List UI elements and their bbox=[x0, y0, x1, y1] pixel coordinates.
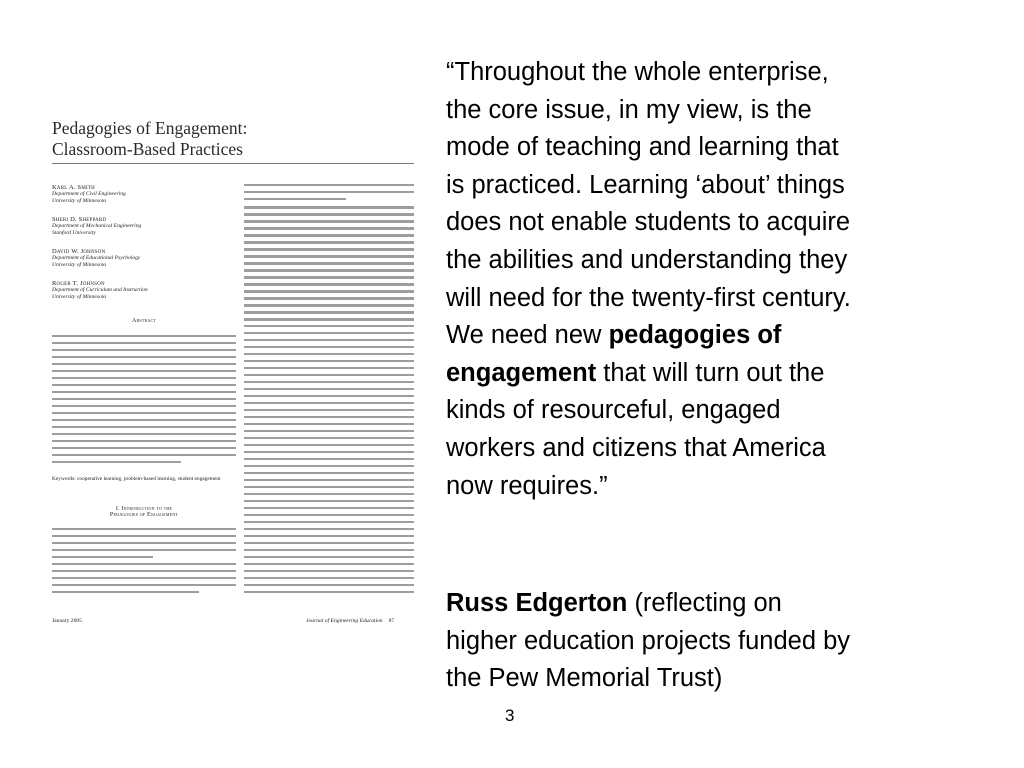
paper-title bbox=[52, 118, 382, 160]
section-heading-line-1: I. Introduction to the bbox=[115, 506, 173, 512]
author-block bbox=[52, 248, 242, 269]
author-univ: Stanford University bbox=[52, 230, 96, 236]
author-dept: Department of Educational Psychology bbox=[52, 255, 141, 261]
paper-page-image bbox=[30, 108, 428, 628]
quote-line: workers and citizens that America bbox=[446, 433, 826, 462]
quote-line: the core issue, in my view, is the bbox=[446, 95, 812, 124]
quote-text: We need new bbox=[446, 321, 609, 350]
section-heading bbox=[52, 506, 236, 518]
author-block bbox=[52, 216, 242, 237]
author-dept: Department of Curriculum and Instruction bbox=[52, 287, 148, 293]
author-name: Roger T. Johnson bbox=[52, 280, 105, 287]
title-divider bbox=[52, 163, 414, 164]
paper-page-number: 87 bbox=[388, 618, 395, 624]
journal-name: Journal of Engineering Education bbox=[306, 618, 383, 624]
paper-keywords: Keywords: cooperative learning, problem-based learning, student engagement bbox=[52, 476, 221, 482]
author-dept: Department of Mechanical Engineering bbox=[52, 223, 142, 229]
quote-emphasis: engagement bbox=[446, 358, 597, 387]
quote-line bbox=[446, 355, 1006, 393]
right-column-body-text bbox=[244, 184, 414, 597]
attribution-text: (reflecting on bbox=[627, 589, 782, 617]
author-dept: Department of Civil Engineering bbox=[52, 191, 126, 197]
quote-text: that will turn out the bbox=[596, 358, 825, 387]
paper-footer-journal bbox=[306, 618, 394, 624]
slide-number: 3 bbox=[505, 706, 515, 725]
quote-line bbox=[446, 317, 1006, 355]
quote-line: kinds of resourceful, engaged bbox=[446, 396, 781, 425]
introduction-body-text bbox=[52, 528, 236, 598]
quote-line: the abilities and understanding they bbox=[446, 245, 848, 274]
quote-attribution bbox=[446, 585, 1006, 698]
author-block bbox=[52, 184, 242, 205]
author-univ: University of Minnesota bbox=[52, 262, 107, 268]
section-heading-line-2: Pedagogies of Engagement bbox=[109, 512, 179, 518]
quote-line: now requires.” bbox=[446, 471, 608, 500]
edgerton-quote bbox=[446, 54, 1006, 505]
author-block bbox=[52, 280, 242, 301]
paper-title-line-2: Classroom-Based Practices bbox=[52, 139, 243, 159]
author-name: Karl A. Smith bbox=[52, 184, 95, 191]
paper-title-line-1: Pedagogies of Engagement: bbox=[52, 118, 248, 138]
quote-line: mode of teaching and learning that bbox=[446, 133, 839, 162]
quote-line: does not enable students to acquire bbox=[446, 208, 851, 237]
attribution-name: Russ Edgerton bbox=[446, 589, 628, 617]
quote-emphasis: pedagogies of bbox=[608, 321, 782, 350]
quote-line: “Throughout the whole enterprise, bbox=[446, 58, 829, 86]
abstract-body-text bbox=[52, 335, 236, 468]
abstract-heading: Abstract bbox=[132, 318, 156, 324]
quote-line: will need for the twenty-first century. bbox=[446, 283, 851, 312]
paper-footer-date: January 2005 bbox=[52, 618, 82, 624]
author-name: Sheri D. Sheppard bbox=[52, 216, 107, 223]
quote-line: is practiced. Learning ‘about’ things bbox=[446, 170, 845, 199]
attribution-line: the Pew Memorial Trust) bbox=[446, 664, 723, 693]
attribution-line bbox=[446, 585, 1006, 623]
attribution-line: higher education projects funded by bbox=[446, 626, 851, 655]
author-univ: University of Minnesota bbox=[52, 198, 107, 204]
author-univ: University of Minnesota bbox=[52, 294, 107, 300]
author-name: David W. Johnson bbox=[52, 248, 106, 255]
